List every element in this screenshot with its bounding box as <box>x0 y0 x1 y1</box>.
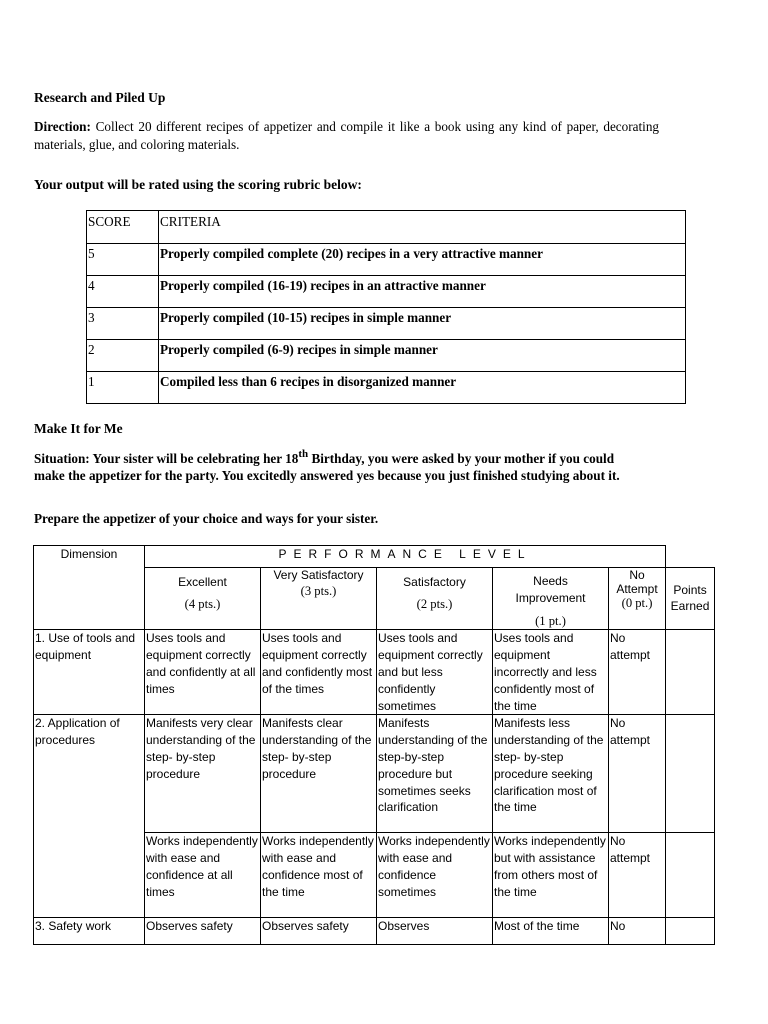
rubric-cell: No attempt <box>609 715 666 833</box>
rubric-cell: Most of the time <box>493 918 609 945</box>
level-name: Very Satisfactory <box>273 568 364 582</box>
rubric-cell: Uses tools and equipment incorrectly and less confidently most of the time <box>493 630 609 715</box>
table-row <box>34 715 715 833</box>
score-cell: 5 <box>87 244 159 276</box>
situation-sup: th <box>298 448 309 460</box>
criteria-cell: Properly compiled (16-19) recipes in an attractive manner <box>159 276 686 308</box>
situation-pre: Situation: Your sister will be celebrating her 18 <box>34 451 299 466</box>
points-cell <box>666 918 715 945</box>
rubric-cell: Observes safety <box>145 918 261 945</box>
points-cell <box>666 715 715 833</box>
rubric-cell: Works independently but with assistance from others most of the time <box>493 833 609 918</box>
rubric-cell: No <box>609 918 666 945</box>
table-row <box>34 630 715 715</box>
rubric-cell: No attempt <box>609 630 666 715</box>
level-header <box>609 568 666 630</box>
score-cell: 3 <box>87 308 159 340</box>
direction-label: Direction: <box>34 119 91 134</box>
table-row <box>87 372 686 404</box>
dimension-cell: 1. Use of tools and equipment <box>34 630 145 715</box>
rubric-cell: Uses tools and equipment correctly and confidently most of the times <box>261 630 377 715</box>
direction-paragraph <box>34 118 659 154</box>
dimension-header: Dimension <box>34 546 145 630</box>
direction-text: Collect 20 different recipes of appetizer and compile it like a book using any kind of paper, decorating materials, glue, and coloring materials. <box>34 119 660 152</box>
performance-level-header: PERFORMANCE LEVEL <box>145 546 666 568</box>
score-cell: 2 <box>87 340 159 372</box>
rubric-cell: Works independently with ease and confidence most of the time <box>261 833 377 918</box>
performance-rubric-table <box>33 545 715 945</box>
level-header <box>493 568 609 630</box>
prepare-text: Prepare the appetizer of your choice and ways for your sister. <box>34 511 379 526</box>
header-score: SCORE <box>87 211 159 244</box>
rubric-cell: Observes <box>377 918 493 945</box>
score-cell: 1 <box>87 372 159 404</box>
rubric-cell: Manifests understanding of the step-by-step procedure but sometimes seeks clarification <box>377 715 493 833</box>
criteria-cell: Properly compiled (10-15) recipes in simple manner <box>159 308 686 340</box>
rubric-cell: Works independently with ease and confidence sometimes <box>377 833 493 918</box>
criteria-cell: Properly compiled complete (20) recipes in a very attractive manner <box>159 244 686 276</box>
table-row <box>87 244 686 276</box>
situation-paragraph <box>34 450 634 484</box>
level-pts: (0 pt.) <box>621 596 653 610</box>
rubric-cell: Uses tools and equipment correctly and but less confidently sometimes <box>377 630 493 715</box>
dimension-cell: 2. Application of procedures <box>34 715 145 918</box>
points-cell <box>666 630 715 715</box>
criteria-cell: Properly compiled (6-9) recipes in simple manner <box>159 340 686 372</box>
level-name: Satisfactory <box>403 575 466 589</box>
points-earned-header: Points Earned <box>666 568 715 630</box>
level-header <box>377 568 493 630</box>
table-row <box>87 276 686 308</box>
table-header-row <box>87 211 686 244</box>
level-pts: (1 pt.) <box>535 613 566 628</box>
level-pts: (3 pts.) <box>300 584 337 598</box>
level-header <box>261 568 377 630</box>
level-pts: (4 pts.) <box>184 596 221 611</box>
score-cell: 4 <box>87 276 159 308</box>
dimension-cell: 3. Safety work <box>34 918 145 945</box>
level-name: No Attempt <box>616 568 658 596</box>
rubric-cell: Manifests clear understanding of the step- by-step procedure <box>261 715 377 833</box>
scoring-rubric-table <box>86 210 686 404</box>
table-row <box>87 340 686 372</box>
level-name: Excellent <box>178 575 227 589</box>
table-row <box>34 918 715 945</box>
rubric-cell: No attempt <box>609 833 666 918</box>
header-criteria: CRITERIA <box>159 211 686 244</box>
table-row <box>87 308 686 340</box>
section-title-research: Research and Piled Up <box>34 90 166 105</box>
section-title-make: Make It for Me <box>34 421 123 436</box>
level-header <box>145 568 261 630</box>
level-name: Needs Improvement <box>515 574 586 605</box>
level-pts: (2 pts.) <box>416 596 453 611</box>
rubric-cell: Manifests very clear understanding of the step- by-step procedure <box>145 715 261 833</box>
rated-text: Your output will be rated using the scoring rubric below: <box>34 177 362 192</box>
points-cell <box>666 833 715 918</box>
rubric-cell: Uses tools and equipment correctly and confidently at all times <box>145 630 261 715</box>
rubric-cell: Manifests less understanding of the step- by-step procedure seeking clarification most of the time <box>493 715 609 833</box>
criteria-cell: Compiled less than 6 recipes in disorganized manner <box>159 372 686 404</box>
rubric-cell: Works independently with ease and confidence at all times <box>145 833 261 918</box>
table-header-row <box>34 546 715 568</box>
situation-post: Birthday, you were asked by your mother if you could make the appetizer for the party. You excitedly answered yes because you just finished studying about it. <box>34 451 620 483</box>
rubric-cell: Observes safety <box>261 918 377 945</box>
